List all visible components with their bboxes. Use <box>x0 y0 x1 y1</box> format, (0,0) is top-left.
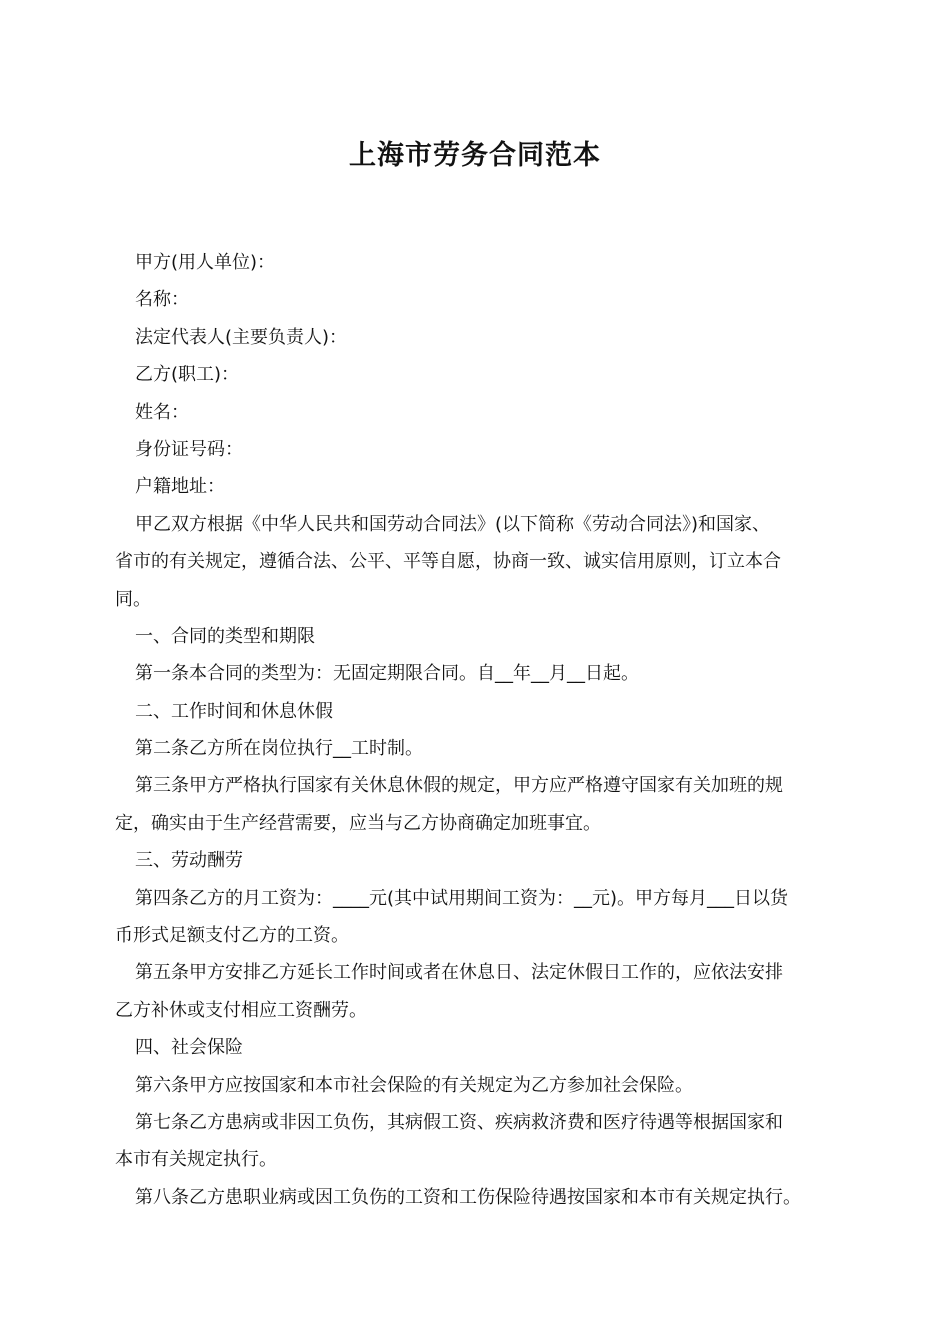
preamble-line-3: 同。 <box>115 588 151 610</box>
party-a-name-label: 名称： <box>135 289 189 311</box>
section-heading-4: 四、社会保险 <box>135 1037 243 1059</box>
section-heading-2: 二、工作时间和休息休假 <box>135 700 333 722</box>
section-heading-1: 一、合同的类型和期限 <box>135 625 315 647</box>
article-4-line-2: 币形式足额支付乙方的工资。 <box>115 925 349 947</box>
article-4-line-1: 第四条乙方的月工资为：____元(其中试用期间工资为：__元)。甲方每月___日以货 <box>135 887 789 909</box>
article-8: 第八条乙方患职业病或因工负伤的工资和工伤保险待遇按国家和本市有关规定执行。 <box>135 1186 801 1208</box>
article-2: 第二条乙方所在岗位执行__工时制。 <box>135 738 423 760</box>
section-heading-3: 三、劳动酬劳 <box>135 850 243 872</box>
party-b-label: 乙方(职工)： <box>135 364 240 386</box>
article-3-line-1: 第三条甲方严格执行国家有关休息休假的规定，甲方应严格遵守国家有关加班的规 <box>135 775 783 797</box>
article-1: 第一条本合同的类型为：无固定期限合同。自__年__月__日起。 <box>135 663 639 685</box>
article-7-line-1: 第七条乙方患病或非因工负伤，其病假工资、疾病救济费和医疗待遇等根据国家和 <box>135 1111 783 1133</box>
id-number-label: 身份证号码： <box>135 438 243 460</box>
article-3-line-2: 定，确实由于生产经营需要，应当与乙方协商确定加班事宜。 <box>115 812 601 834</box>
document-title: 上海市劳务合同范本 <box>349 140 601 171</box>
legal-representative-label: 法定代表人(主要负责人)： <box>135 326 348 348</box>
party-b-name-label: 姓名： <box>135 401 189 423</box>
article-6: 第六条甲方应按国家和本市社会保险的有关规定为乙方参加社会保险。 <box>135 1074 693 1096</box>
document-body <box>115 244 835 1216</box>
article-5-line-1: 第五条甲方安排乙方延长工作时间或者在休息日、法定休假日工作的，应依法安排 <box>135 962 783 984</box>
household-address-label: 户籍地址： <box>135 476 225 498</box>
preamble-line-2: 省市的有关规定，遵循合法、公平、平等自愿，协商一致、诚实信用原则，订立本合 <box>115 551 781 573</box>
article-5-line-2: 乙方补休或支付相应工资酬劳。 <box>115 999 367 1021</box>
party-a-label: 甲方(用人单位)： <box>135 252 276 273</box>
preamble-line-1: 甲乙双方根据《中华人民共和国劳动合同法》(以下简称《劳动合同法》)和国家、 <box>135 513 771 535</box>
article-7-line-2: 本市有关规定执行。 <box>115 1149 277 1171</box>
